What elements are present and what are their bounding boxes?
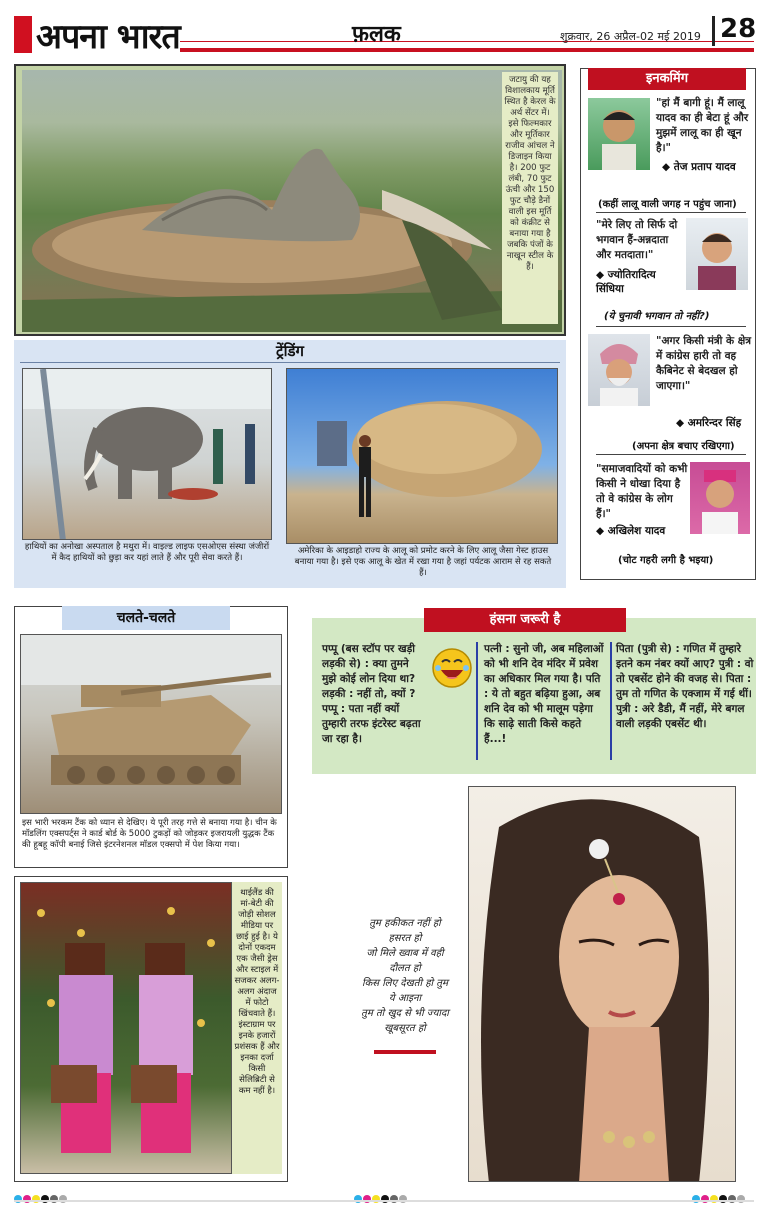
poem-line: हसरत हो <box>388 933 422 944</box>
poem-line: तुम हकीकत नहीं हो <box>369 918 441 929</box>
mother-daughter-photo <box>20 882 232 1174</box>
tank-caption: इस भारी भरकम टैंक को ध्यान से देखिए। ये पूरी तरह गत्ते से बनाया गया है। चीन के मॉडलिंग एक्सपर्ट्स ने कार्ड बोर्ड के 5000 टुकड़ों को जोड़कर इजरायली युद्धक टैंक की हूबहू कॉपी बनाई जिसे इंटरनेशनल मॉडल एक्सपो में पेश किया गया। <box>22 818 277 850</box>
brand-red-block <box>14 16 32 53</box>
portrait-akhilesh <box>690 462 750 534</box>
jatayu-sculpture-photo <box>22 70 562 332</box>
trending-title: ट्रेंडिंग <box>276 342 304 360</box>
poem-line: ये आइना <box>388 993 422 1004</box>
poem-line: खूबसूरत हो <box>384 1023 426 1034</box>
portrait-scindia <box>686 218 748 290</box>
quote-1-name: ◆ तेज प्रताप यादव <box>662 161 736 173</box>
jokes-title: हंसना जरूरी है <box>424 608 626 632</box>
quote-4: "समाजवादियों को कभी किसी ने धोखा दिया है तो वे कांग्रेस के लोग हैं।" <box>596 463 688 520</box>
portrait-tej-pratap <box>588 98 650 170</box>
quote-2-name: ◆ ज्योतिरादित्य सिंधिया <box>596 269 656 295</box>
joke-2: पत्नी : सुनो जी, अब महिलाओं को भी शनि देव मंदिर में प्रवेश का अधिकार मिल गया है। पति : ये तो बहुत बढ़िया हुआ, अब शनि देव को भी मालूम पड़ेगा कि साढ़े साती किसे कहते हैं...! <box>484 643 604 745</box>
potato-guesthouse-photo <box>286 368 558 544</box>
print-registration-dots-left <box>14 1188 68 1207</box>
quote-3-name: ◆ अमरिन्दर सिंह <box>676 417 742 429</box>
bottom-rule <box>14 1200 754 1202</box>
quote-divider-3 <box>596 454 746 455</box>
quote-divider-1 <box>596 212 746 213</box>
quote-2-note: (ये चुनावी भगवान तो नहीं?) <box>604 311 710 322</box>
print-registration-dots-right <box>692 1188 746 1207</box>
poem-line: किस लिए देखती हो तुम <box>361 978 448 989</box>
joke-3: पिता (पुत्री से) : गणित में तुम्हारे इतने कम नंबर क्यों आए? पुत्री : वो तो एबसेंट होने की वजह से। पिता : तुम तो गणित के एक्जाम में गई थीं। पुत्री : अरे डैडी, मैं नहीं, मेरे बगल वाली लड़की एबसेंट थी। <box>616 643 754 730</box>
elephant-caption: हाथियों का अनोखा अस्पताल है मथुरा में। वाइल्ड लाइफ एसओएस संस्था जंजीरों में कैद हाथियों को छुड़ा कर यहां लाते हैं और पूरी सेवा करते हैं। <box>24 542 270 563</box>
laughing-smiley-icon <box>430 646 474 690</box>
section-title: फ़लक <box>352 22 401 47</box>
feature-caption: जटायु की यह विशालकाय मूर्ति स्थित है केरल के अर्थ सेंटर में। इसे फिल्मकार और मूर्तिकार राजीव आंचल ने डिजाइन किया है। 200 फुट लंबी, 70 फुट ऊंची और 150 फुट चौड़े डैनों वाली इस मूर्ति को कंक्रीट से बनाया गया है जबकि पंजों के नाखून स्टील के हैं। <box>502 72 558 324</box>
cardboard-tank-photo <box>20 634 282 814</box>
masthead-brand: अपना भारत <box>36 17 180 57</box>
quote-1-note: (कहीं लालू वाली जगह न पहुंच जाना) <box>598 199 737 210</box>
chalte-chalte-title: चलते-चलते <box>62 606 230 630</box>
dateline: शुक्रवार, 26 अप्रैल-02 मई 2019 <box>560 30 701 43</box>
joke-1: पप्पू (बस स्टॉप पर खड़ी लड़की से) : क्या तुमने मुझे कोई लोन दिया था? लड़की : नहीं तो, क्यों ? पप्पू : पता नहीं क्यों तुम्हारी तरफ इंटरेस्ट बढ़ता जा रहा है। <box>322 643 421 745</box>
print-registration-dots-center <box>354 1188 408 1207</box>
joke-divider-2 <box>610 642 612 760</box>
incoming-title: इनकमिंग <box>588 68 746 90</box>
page-number: 28 <box>720 14 757 44</box>
poem-line: दौलत हो <box>389 963 421 974</box>
potato-caption: अमेरिका के आइडाहो राज्य के आलू को प्रमोट करने के लिए आलू जैसा गेस्ट हाउस बनाया गया है। इसे एक आलू के खेत में रखा गया है जहां पर्यटक आराम से रह सकते हैं। <box>294 546 552 578</box>
header-rule <box>180 48 754 52</box>
quote-4-name: ◆ अखिलेश यादव <box>596 525 666 537</box>
quote-4-note: (चोट गहरी लगी है भइया) <box>618 555 714 566</box>
twins-caption: थाईलैंड की मां-बेटी की जोड़ी सोशल मीडिया पर छाई हुई है। ये दोनों एकदम एक जैसी ड्रेस और स्टाइल में सजकर अलग-अलग अंदाज में फोटो खिंचवाते हैं। इंस्टाग्राम पर इनके हजारों प्रशंसक हैं और इनका दर्जा किसी सेलिब्रिटी से कम नहीं है। <box>234 888 280 1096</box>
quote-3-note: (अपना क्षेत्र बचाए रखिएगा) <box>632 441 735 452</box>
page-number-separator <box>712 16 715 46</box>
poem <box>340 916 470 1036</box>
trending-rule <box>20 362 560 363</box>
poem-line: तुम तो खुद से भी ज्यादा <box>361 1008 449 1019</box>
quote-3: "अगर किसी मंत्री के क्षेत्र में कांग्रेस हारी तो वह कैबिनेट से बेदखल हो जाएगा।" <box>656 335 752 392</box>
elephant-hospital-photo <box>22 368 272 540</box>
quote-divider-2 <box>596 326 746 327</box>
joke-divider-1 <box>476 642 478 760</box>
poem-rule <box>374 1050 436 1054</box>
model-portrait-photo <box>468 786 736 1182</box>
poem-line: जो मिले ख्वाब में वही <box>366 948 444 959</box>
quote-1: "हां मैं बागी हूं। मैं लालू यादव का ही बेटा हूं और मुझमें लालू का ही खून है।" <box>656 97 749 154</box>
portrait-amarinder <box>588 334 650 406</box>
quote-2: "मेरे लिए तो सिर्फ दो भगवान हैं-अन्नदाता और मतदाता।" <box>596 219 678 261</box>
